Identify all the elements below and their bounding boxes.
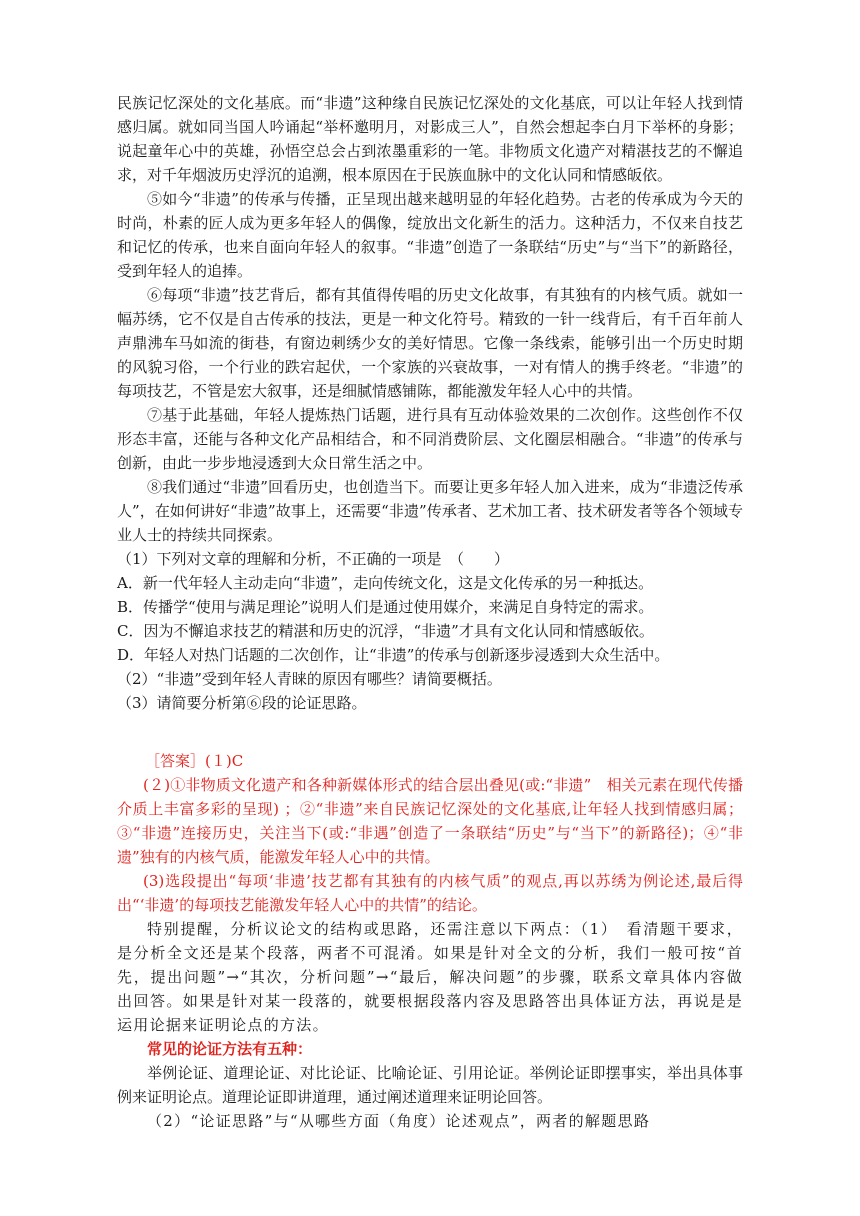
methods-text: 举例论证、道理论证、对比论证、比喻论证、引用论证。举例论证即摆事实，举出具体事例来证明论点。道理论证即讲道理，通过阐述道理来证明论回答。: [117, 1064, 743, 1106]
passage-paragraph-6: ⑥每项“非遗”技艺背后，都有其值得传唱的历史文化故事，有其独有的内核气质。就如一幅苏绣，它不仅是自古传承的技法，更是一种文化符号。精致的一针一线背后，有千百年前人声鼎沸车马如流的街巷，有窗边刺绣少女的美好情思。它像一条线索，能够引出一个历史时期的风貌习俗，一个行业的跌宕起伏，一个家族的兴衰故事，一对有情人的携手终老。“非遗”的每项技艺，不管是宏大叙事，还是细腻情感铺陈，都能激发年轻人心中的共情。: [117, 286, 743, 400]
passage-paragraph-5: ⑤如今“非遗”的传承与传播，正呈现出越来越明显的年轻化趋势。古老的传承成为今天的时尚，朴素的匠人成为更多年轻人的偶像，绽放出文化新生的活力。这种活力，不仅来自技艺和记忆的传承，也来自面向年轻人的叙事。“非遗”创造了一条联结“历史”与“当下”的新路径，受到年轻人的追捧。: [117, 190, 743, 280]
passage-paragraph-8: ⑧我们通过“非遗”回看历史，也创造当下。而要让更多年轻人加入进来，成为“非遗泛传承人”，在如何讲好“非遗”故事上，还需要“非遗”传承者、艺术加工者、技术研发者等各个领域专业人士的持续共同探索。: [117, 478, 743, 544]
question-2: （2）“非遗”受到年轻人青睐的原因有哪些？请简要概括。: [117, 670, 502, 688]
question-3: （3）请简要分析第⑥段的论证思路。: [117, 694, 367, 712]
document-body: [117, 91, 743, 1133]
answer-3: (3)选段提出“每项‘非遗’技艺都有其独有的内核气质”的观点,再以苏绣为例论述,最后得出“‘非遗’的每项技艺能激发年轻人心中的共情”的结论。: [117, 872, 743, 914]
passage-paragraph-4-tail: 民族记忆深处的文化基底。而“非遗”这种缘自民族记忆深处的文化基底，可以让年轻人找到情感归属。就如同当国人吟诵起“举杯邀明月，对影成三人”，自然会想起李白月下举杯的身影；说起童年心中的英雄，孙悟空总会占到浓墨重彩的一笔。非物质文化遗产对精湛技艺的不懈追求，对千年烟波历史浮沉的追溯，根本原因在于民族血脉中的文化认同和情感皈依。: [117, 94, 743, 184]
methods-heading: 常见的论证方法有五种：: [147, 1040, 313, 1058]
question-1-option-c: C．因为不懈追求技艺的精湛和历史的沉浮，“非遗”才具有文化认同和情感皈依。: [117, 622, 654, 640]
section-gap: [117, 715, 743, 749]
question-1-option-a: A．新一代年轻人主动走向“非遗”，走向传统文化，这是文化传承的另一种抵达。: [117, 574, 654, 592]
question-1-option-d: D．年轻人对热门话题的二次创作，让“非遗”的传承与创新逐步浸透到大众生活中。: [117, 646, 670, 664]
answer-2: (２)①非物质文化遗产和各种新媒体形式的结合层出叠见(或:“非遗” 相关元素在现代传播介质上丰富多彩的呈现) ；②“非遗”来自民族记忆深处的文化基底,让年轻人找到情感归属；③“非遗”连接历史，关注当下(或:“非遇”创造了一条联结“历史”与“当下”的新路径)；④“非遗”独有的内核气质，能激发年轻人心中的共情。: [117, 776, 743, 866]
tips-reminder: 特别提醒，分析议论文的结构或思路，还需注意以下两点：（1） 看清题干要求，是分析全文还是某个段落，两者不可混淆。如果是针对全文的分析，我们一般可按“首先，提出问题”→“其次，分析问题”→“最后，解决问题”的步骤，联系文章具体内容做出回答。如果是针对某一段落的，就要根据段落内容及思路答出具体证方法，再说是是运用论据来证明论点的方法。: [117, 920, 743, 1034]
question-1: （1）下列对文章的理解和分析，不正确的一项是 （ ）: [117, 550, 510, 568]
tips-point-2: （2）“论证思路”与“从哪些方面（角度）论述观点”，两者的解题思路: [147, 1112, 651, 1130]
answer-label: ［答案］(１)C: [145, 752, 244, 770]
passage-paragraph-7: ⑦基于此基础，年轻人提炼热门话题，进行具有互动体验效果的二次创作。这些创作不仅形态丰富，还能与各种文化产品相结合，和不同消费阶层、文化圈层相融合。“非遗”的传承与创新，由此一步步地浸透到大众日常生活之中。: [117, 406, 743, 472]
question-1-option-b: B．传播学“使用与满足理论”说明人们是通过使用媒介，来满足自身特定的需求。: [117, 598, 654, 616]
